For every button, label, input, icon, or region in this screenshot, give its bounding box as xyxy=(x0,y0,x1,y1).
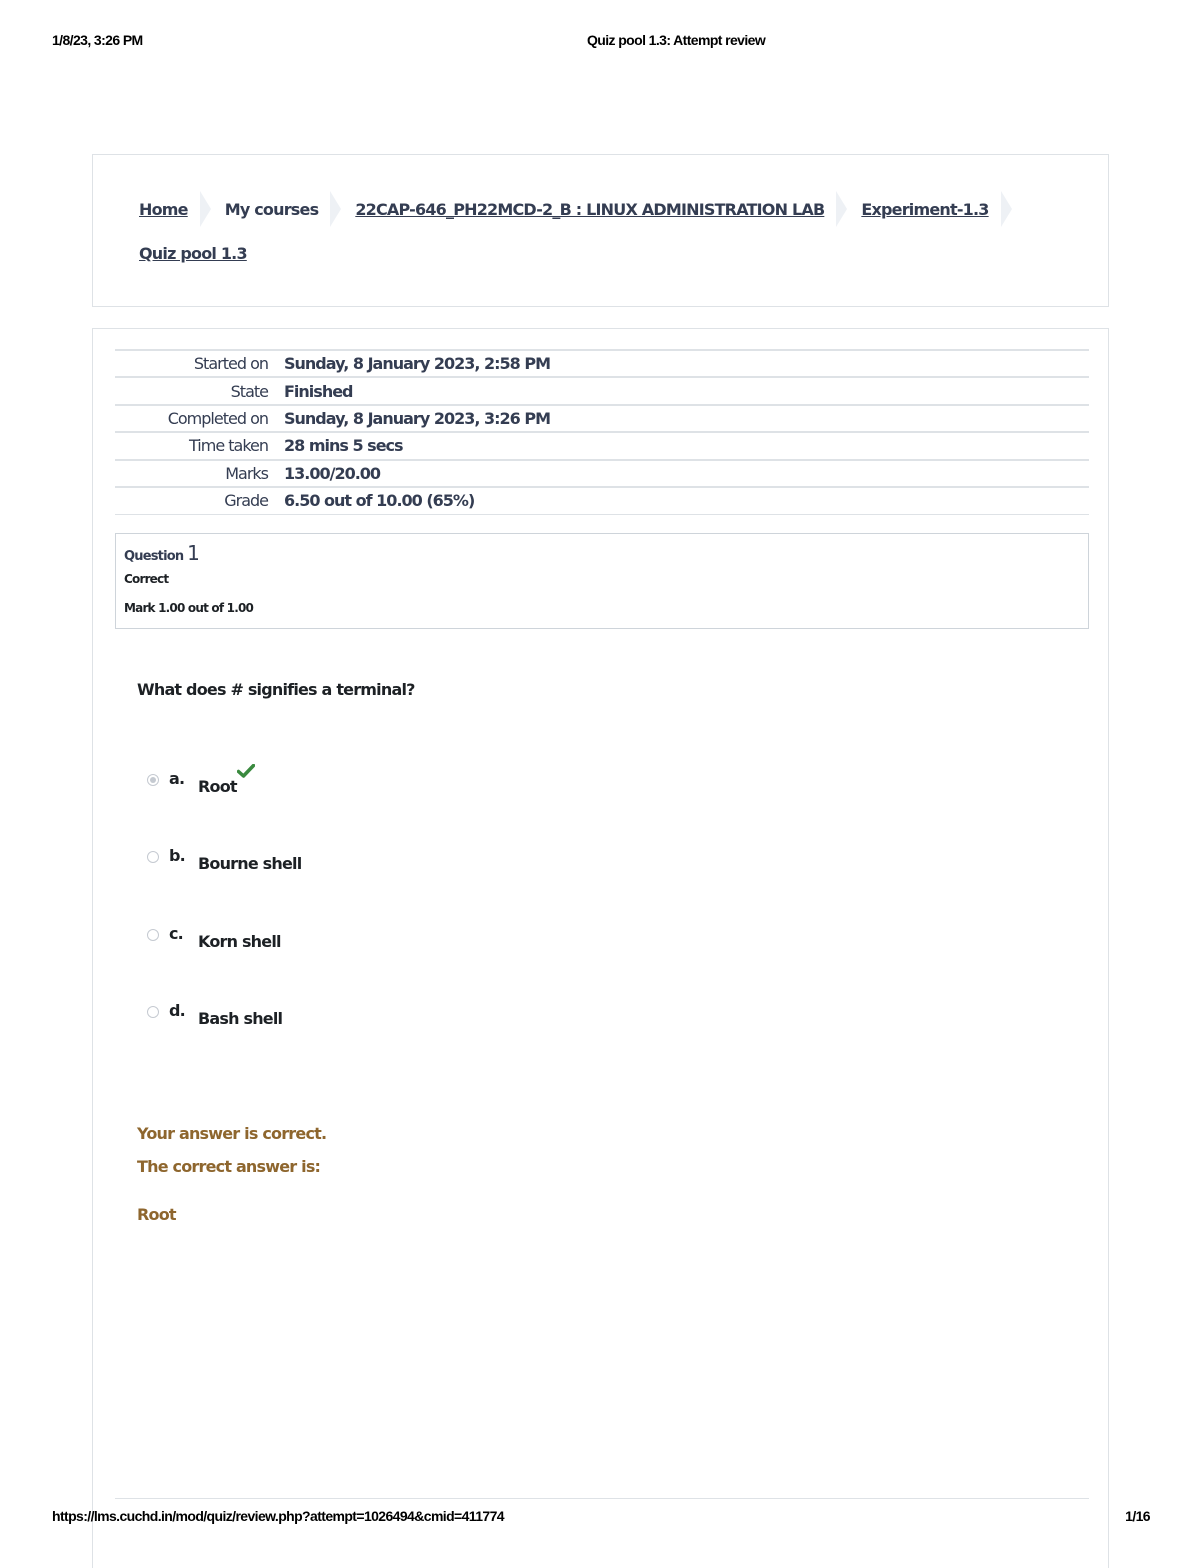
summary-label: Time taken xyxy=(189,436,268,456)
breadcrumb xyxy=(92,154,1109,307)
answer-text: Bourne shell xyxy=(198,854,302,873)
question-label: Question xyxy=(124,549,184,564)
feedback-correct-answer: Root xyxy=(137,1205,176,1224)
answer-text: Root xyxy=(198,777,237,796)
answer-letter: c. xyxy=(169,924,183,943)
answer-radio[interactable] xyxy=(147,1006,159,1018)
question-number xyxy=(124,541,200,565)
summary-row-marks xyxy=(115,460,1089,487)
question-mark: Mark 1.00 out of 1.00 xyxy=(124,601,254,615)
answer-text: Bash shell xyxy=(198,1009,283,1028)
attempt-summary-table xyxy=(115,349,1089,515)
answer-text: Korn shell xyxy=(198,932,281,951)
chevron-right-icon xyxy=(200,191,211,227)
summary-label: Started on xyxy=(193,354,268,374)
summary-value: 13.00/20.00 xyxy=(284,463,381,483)
answer-letter: b. xyxy=(169,846,185,865)
question-state: Correct xyxy=(124,572,169,586)
feedback-result: Your answer is correct. xyxy=(137,1124,327,1143)
summary-value: Sunday, 8 January 2023, 2:58 PM xyxy=(284,354,551,374)
summary-row-time-taken xyxy=(115,432,1089,459)
divider xyxy=(115,1498,1089,1499)
summary-label: Marks xyxy=(225,463,268,483)
answer-letter: d. xyxy=(169,1001,185,1020)
summary-label: State xyxy=(230,381,268,401)
question-info-box xyxy=(115,533,1089,629)
chevron-right-icon xyxy=(836,191,847,227)
summary-value: 6.50 out of 10.00 (65%) xyxy=(284,491,475,511)
feedback-correct-label: The correct answer is: xyxy=(137,1157,321,1176)
answer-radio[interactable] xyxy=(147,929,159,941)
breadcrumb-course[interactable]: 22CAP-646_PH22MCD-2_B : LINUX ADMINISTRATION LAB xyxy=(355,199,825,219)
chevron-right-icon xyxy=(1001,191,1012,227)
summary-value: 28 mins 5 secs xyxy=(284,436,403,456)
summary-row-started xyxy=(115,350,1089,377)
summary-row-completed xyxy=(115,405,1089,432)
breadcrumb-my-courses: My courses xyxy=(224,199,319,219)
summary-label: Grade xyxy=(224,491,268,511)
breadcrumb-quiz[interactable]: Quiz pool 1.3 xyxy=(139,244,247,263)
question-text: What does # signifies a terminal? xyxy=(137,680,415,699)
answer-radio[interactable] xyxy=(147,774,159,786)
question-number-value: 1 xyxy=(187,541,200,565)
attempt-review-card xyxy=(92,328,1109,1568)
breadcrumb-experiment[interactable]: Experiment-1.3 xyxy=(861,199,989,219)
summary-value: Finished xyxy=(284,381,353,401)
breadcrumb-home[interactable]: Home xyxy=(139,199,188,219)
answer-letter: a. xyxy=(169,769,185,788)
print-url: https://lms.cuchd.in/mod/quiz/review.php?attempt=1026494&cmid=411774 xyxy=(52,1508,504,1524)
summary-value: Sunday, 8 January 2023, 3:26 PM xyxy=(284,408,551,428)
breadcrumb-row xyxy=(139,195,1026,223)
print-title: Quiz pool 1.3: Attempt review xyxy=(587,32,766,48)
chevron-right-icon xyxy=(330,191,341,227)
answer-radio[interactable] xyxy=(147,851,159,863)
summary-label: Completed on xyxy=(167,408,268,428)
summary-row-state xyxy=(115,377,1089,404)
check-icon xyxy=(237,764,255,783)
print-page-number: 1/16 xyxy=(1125,1508,1150,1524)
summary-row-grade xyxy=(115,487,1089,514)
print-date: 1/8/23, 3:26 PM xyxy=(52,32,143,48)
breadcrumb-row-2 xyxy=(139,244,247,264)
